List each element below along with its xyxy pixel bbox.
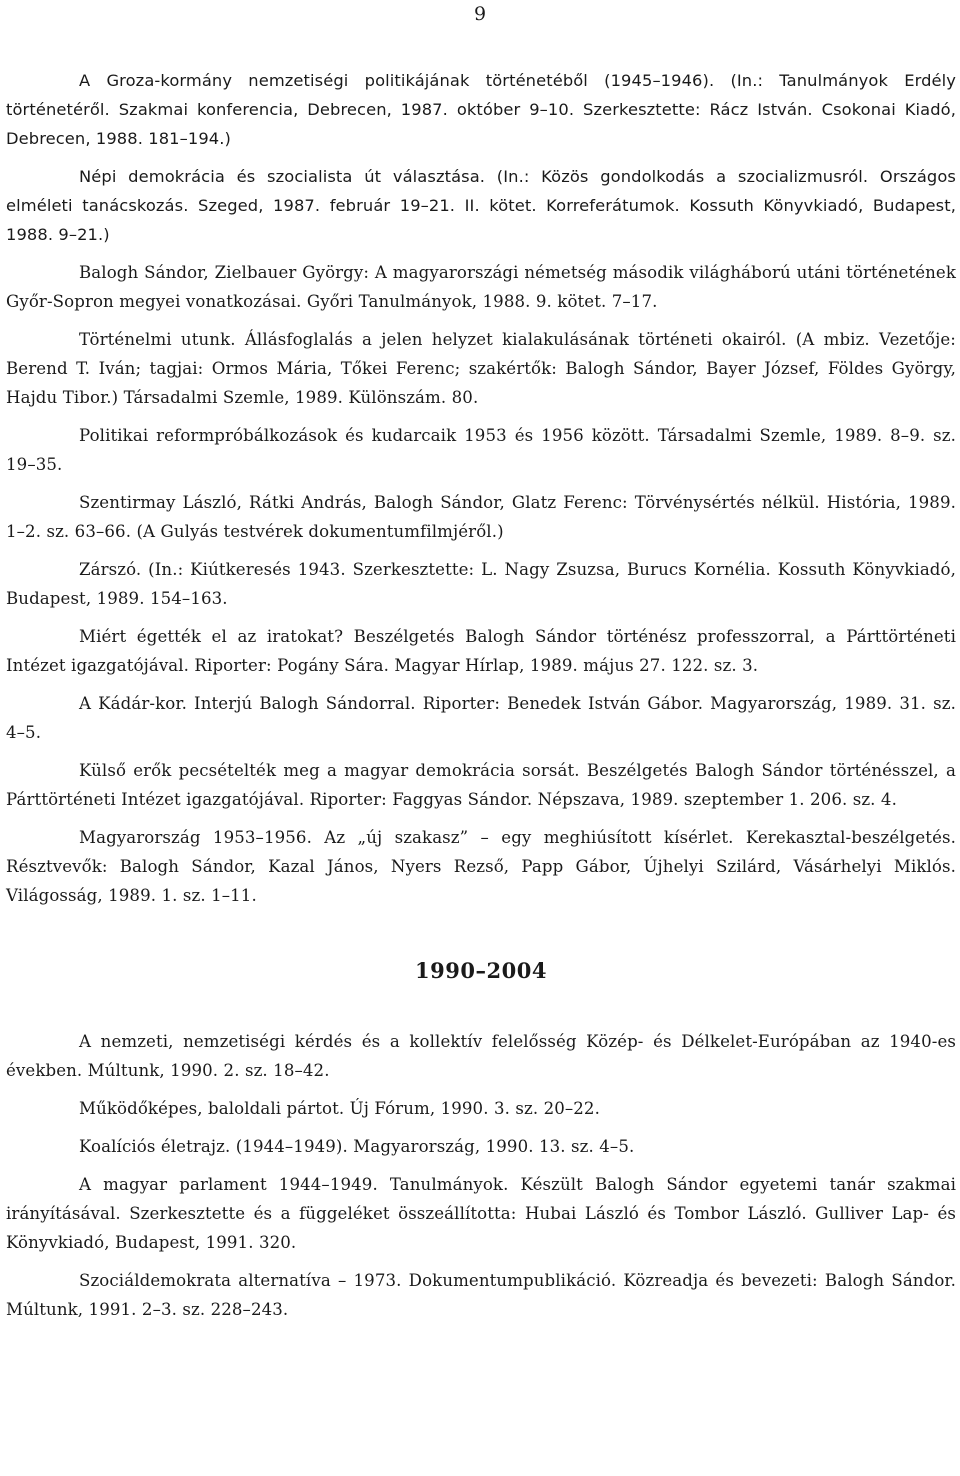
bibliography-entry: Szentirmay László, Rátki András, Balogh Sándor, Glatz Ferenc: Törvénysértés nélkül. História, 1989. 1–2. sz. 63–66. (A Gulyás testvérek dokumentumfilmjéről.)	[6, 493, 956, 541]
bibliography-entry: Külső erők pecsételték meg a magyar demokrácia sorsát. Beszélgetés Balogh Sándor történésszel, a Párttörténeti Intézet igazgatójával. Riporter: Faggyas Sándor. Népszava, 1989. szeptember 1. 206. sz. 4.	[6, 761, 956, 809]
bibliography-list-1989	[6, 66, 956, 910]
bibliography-entry: A Kádár-kor. Interjú Balogh Sándorral. Riporter: Benedek István Gábor. Magyarország, 1989. 31. sz. 4–5.	[6, 694, 956, 742]
page-number: 9	[473, 3, 487, 25]
bibliography-list-1990-2004	[6, 1027, 956, 1324]
bibliography-entry: Balogh Sándor, Zielbauer György: A magyarországi németség második világháború utáni történetének Győr-Sopron megyei vonatkozásai. Győri Tanulmányok, 1988. 9. kötet. 7–17.	[6, 263, 956, 311]
bibliography-entry: Népi demokrácia és szocialista út választása. (In.: Közös gondolkodás a szocializmusról. Országos elméleti tanácskozás. Szeged, 1987. február 19–21. II. kötet. Korreferátumok. Kossuth Könyvkiadó, Budapest, 1988. 9–21.)	[6, 167, 956, 244]
bibliography	[6, 66, 956, 1333]
bibliography-entry: A nemzeti, nemzetiségi kérdés és a kollektív felelősség Közép- és Délkelet-Európában az 1940-es években. Múltunk, 1990. 2. sz. 18–42.	[6, 1032, 956, 1080]
section-heading: 1990–2004	[415, 958, 547, 983]
bibliography-entry: Miért égették el az iratokat? Beszélgetés Balogh Sándor történész professzorral, a Párttörténeti Intézet igazgatójával. Riporter: Pogány Sára. Magyar Hírlap, 1989. május 27. 122. sz. 3.	[6, 627, 956, 675]
bibliography-entry: Politikai reformpróbálkozások és kudarcaik 1953 és 1956 között. Társadalmi Szemle, 1989. 8–9. sz. 19–35.	[6, 426, 956, 474]
bibliography-entry: Zárszó. (In.: Kiútkeresés 1943. Szerkesztette: L. Nagy Zsuzsa, Burucs Kornélia. Kossuth Könyvkiadó, Budapest, 1989. 154–163.	[6, 560, 956, 608]
bibliography-entry: A magyar parlament 1944–1949. Tanulmányok. Készült Balogh Sándor egyetemi tanár szakmai irányításával. Szerkesztette és a függeléket összeállította: Hubai László és Tombor László. Gulliver Lap- és Könyvkiadó, Budapest, 1991. 320.	[6, 1175, 956, 1252]
bibliography-entry: Történelmi utunk. Állásfoglalás a jelen helyzet kialakulásának történeti okairól. (A mbiz. Vezetője: Berend T. Iván; tagjai: Ormos Mária, Tőkei Ferenc; szakértők: Balogh Sándor, Bayer József, Földes György, Hajdu Tibor.) Társadalmi Szemle, 1989. Különszám. 80.	[6, 330, 956, 407]
bibliography-entry: Magyarország 1953–1956. Az „új szakasz” – egy meghiúsított kísérlet. Kerekasztal-beszélgetés. Résztvevők: Balogh Sándor, Kazal János, Nyers Rezső, Papp Gábor, Újhelyi Szilárd, Vásárhelyi Miklós. Világosság, 1989. 1. sz. 1–11.	[6, 828, 956, 905]
bibliography-entry: Koalíciós életrajz. (1944–1949). Magyarország, 1990. 13. sz. 4–5.	[79, 1137, 635, 1156]
bibliography-entry: Működőképes, baloldali pártot. Új Fórum, 1990. 3. sz. 20–22.	[79, 1099, 600, 1118]
bibliography-entry: Szociáldemokrata alternatíva – 1973. Dokumentumpublikáció. Közreadja és bevezeti: Balogh Sándor. Múltunk, 1991. 2–3. sz. 228–243.	[6, 1271, 956, 1319]
bibliography-entry: A Groza-kormány nemzetiségi politikájának történetéből (1945–1946). (In.: Tanulmányok Erdély történetéről. Szakmai konferencia, Debrecen, 1987. október 9–10. Szerkesztette: Rácz István. Csokonai Kiadó, Debrecen, 1988. 181–194.)	[6, 71, 956, 148]
